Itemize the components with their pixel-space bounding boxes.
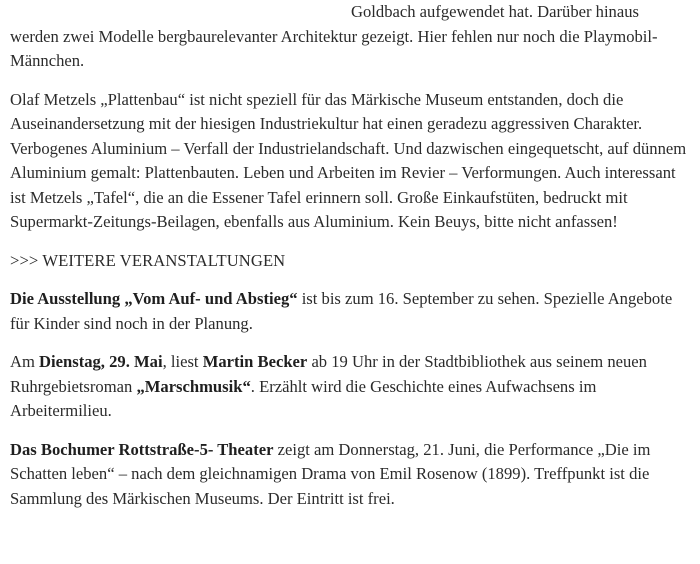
paragraph-theater: [10, 438, 692, 512]
reading-book-title: „Marschmusik“: [136, 376, 251, 396]
reading-text-3: ab 19 Uhr in der Stadtbibliothek aus seinem neuen Ruhrgebietsroman: [10, 352, 647, 396]
paragraph-reading: [10, 350, 692, 424]
reading-author: Martin Becker: [202, 352, 308, 371]
paragraph-plattenbau: Olaf Metzels „Plattenbau“ ist nicht speziell für das Märkische Museum entstanden, doch die Auseinandersetzung mit der hiesigen Industriekultur hat einen geradezu aggressiven Charakter. Verbogenes Aluminium – Verfall der Industrielandschaft. Und dazwischen eingequetscht, auf dünnem Aluminium gemalt: Plattenbauten. Leben und Arbeiten im Revier – Verformungen. Auch interessant ist Metzels „Tafel“, die an die Essener Tafel erinnern soll. Große Einkaufstüten, bedruckt mit Supermarkt-Zeitungs-Beilagen, ebenfalls aus Aluminium. Kein Beuys, bitte nicht anfassen!: [10, 89, 687, 231]
exhibition-details: ist bis zum 16. September zu sehen. Spezielle Angebote für Kinder sind noch in der Planung.: [10, 289, 673, 333]
section-heading-events: >>> WEITERE VERANSTALTUNGEN: [10, 250, 286, 270]
reading-date: Dienstag, 29. Mai: [39, 352, 163, 371]
paragraph-architecture: [10, 0, 692, 74]
article-body: [10, 0, 692, 525]
theater-details: zeigt am Donnerstag, 21. Juni, die Performance „Die im Schatten leben“ – nach dem gleichnamigen Drama von Emil Rosenow (1899). Treffpunkt ist die Sammlung des Märkischen Museums. Der Eintritt ist frei.: [10, 439, 651, 508]
reading-text-4: . Erzählt wird die Geschichte eines Aufwachsens im Arbeitermilieu.: [10, 376, 597, 420]
exhibition-title: Die Ausstellung „Vom Auf- und Abstieg“: [10, 289, 298, 308]
reading-text-2: , liest: [162, 352, 203, 371]
reading-text-1: Am: [10, 352, 40, 371]
paragraph-continued-line: Goldbach aufgewendet hat. Darüber hinaus: [351, 2, 639, 21]
paragraph-text: werden zwei Modelle bergbaurelevanter Architektur gezeigt. Hier fehlen nur noch die Playmobil-Männchen.: [10, 26, 658, 70]
theater-name: Das Bochumer Rottstraße-5- Theater: [10, 439, 274, 459]
paragraph-exhibition: [10, 287, 692, 336]
